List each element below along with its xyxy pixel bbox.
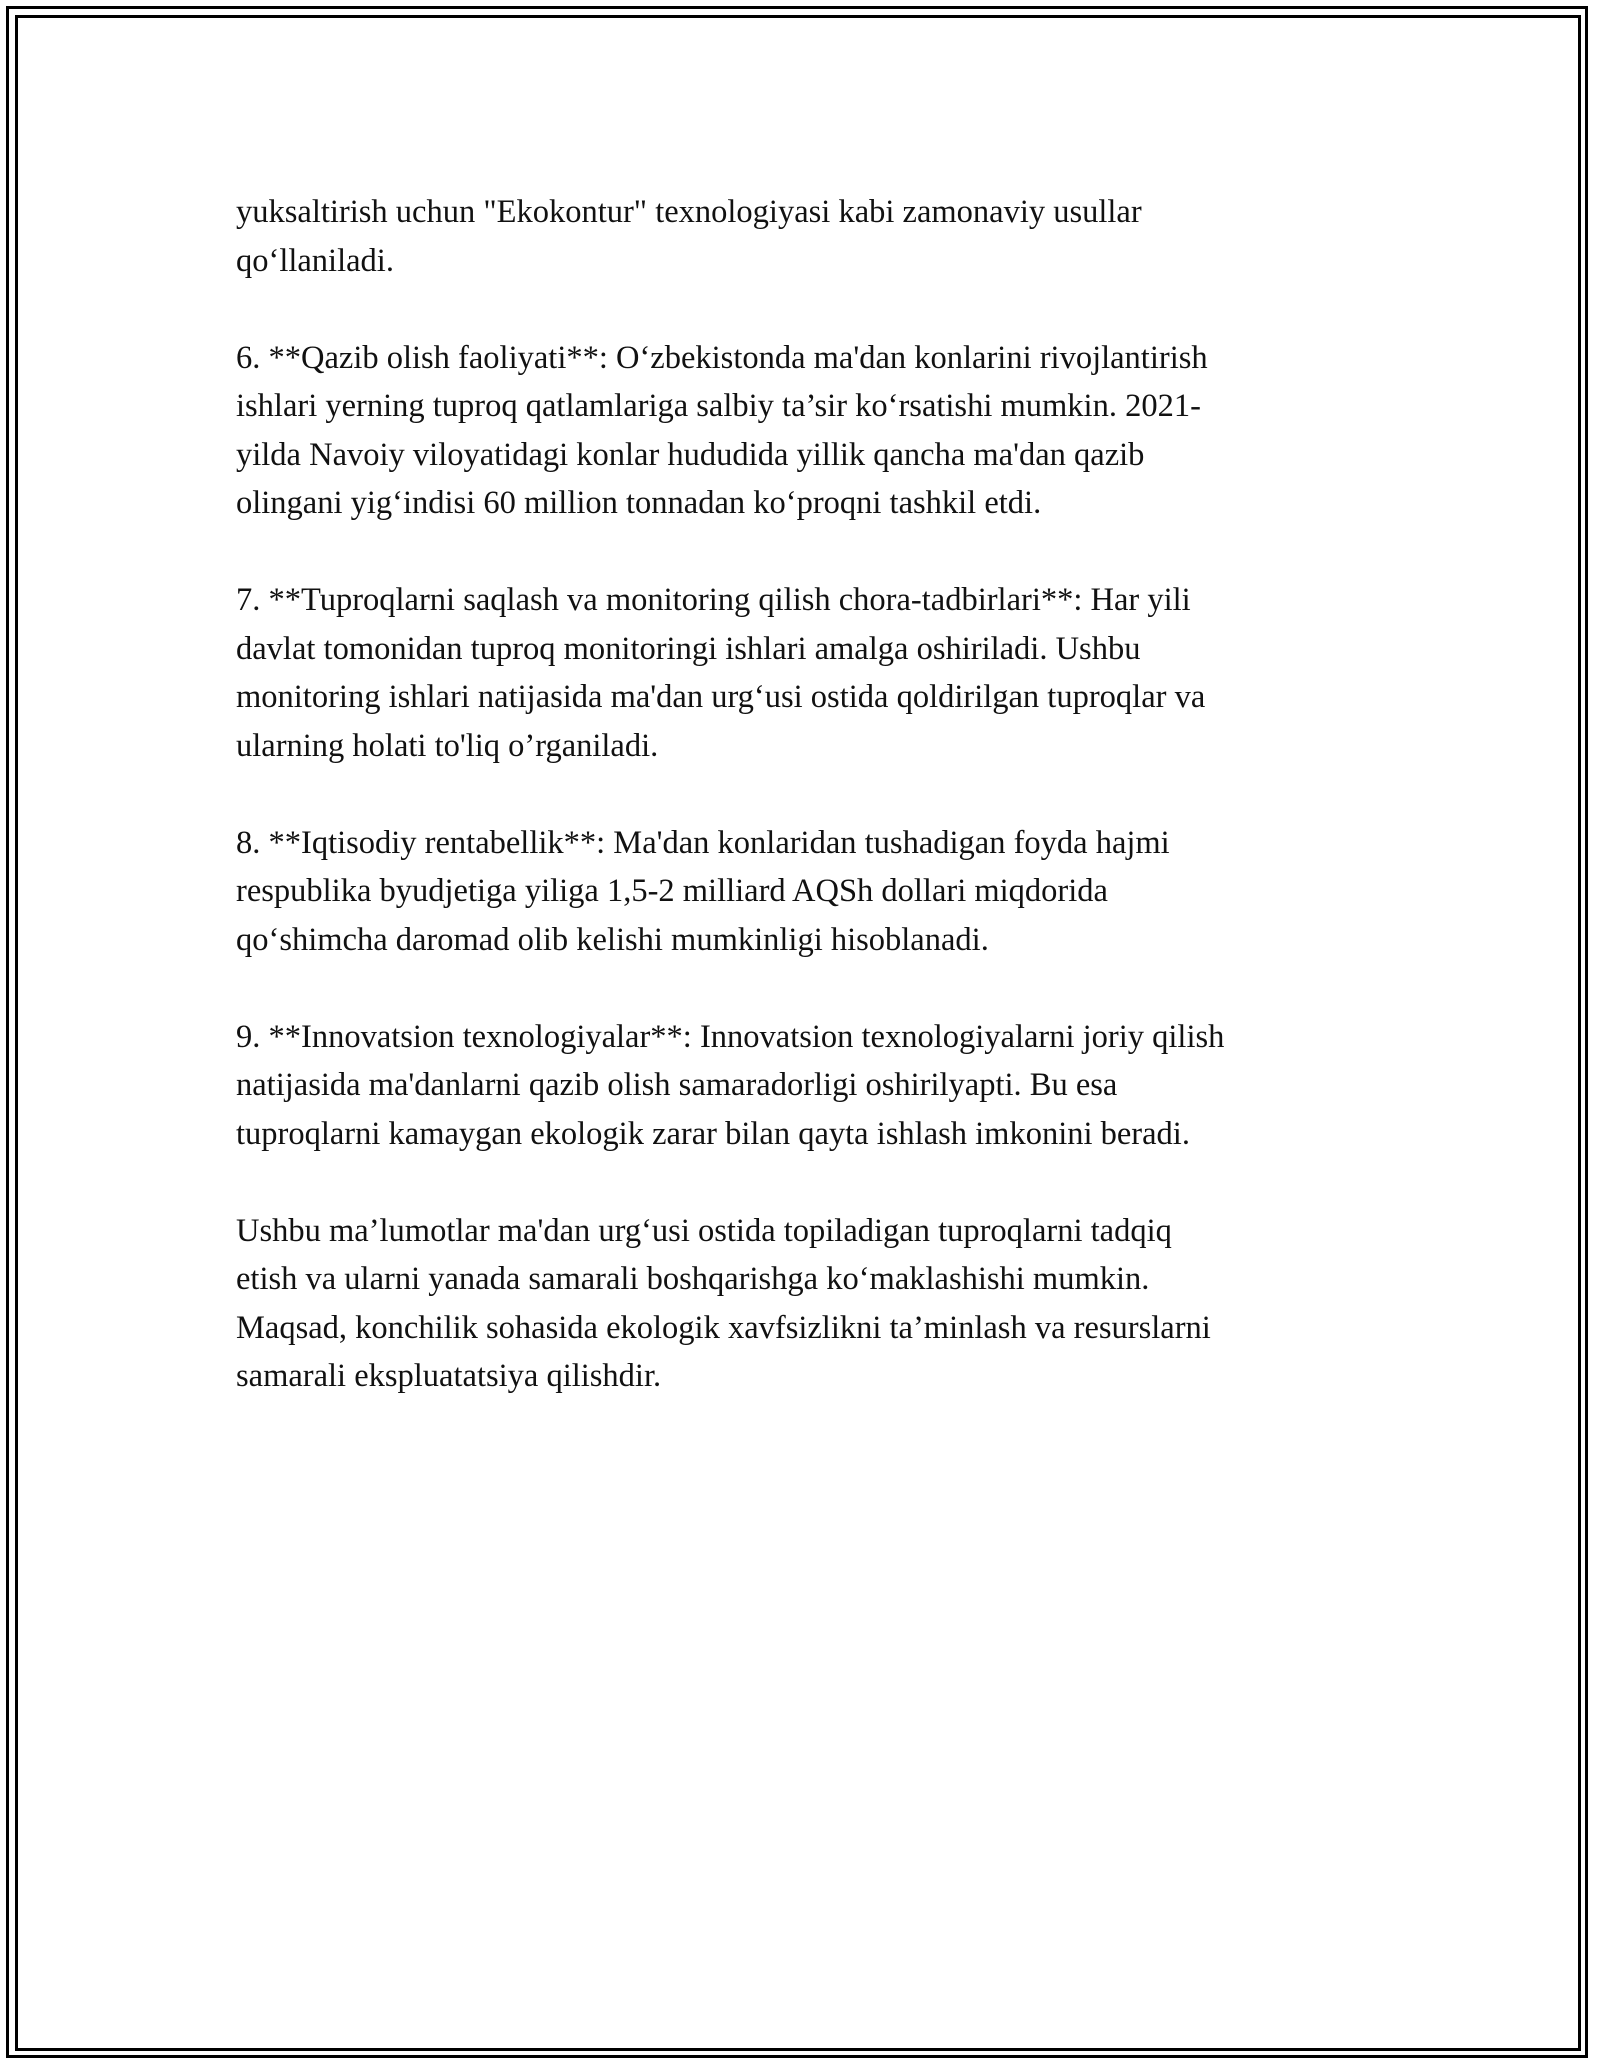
text-line: ularning holati to'liq o’rganiladi. bbox=[236, 727, 659, 764]
text-line: monitoring ishlari natijasida ma'dan urg‘usi ostida qoldirilgan tuproqlar va bbox=[236, 679, 1206, 715]
text-line: respublika byudjetiga yiliga 1,5-2 milliard AQSh dollari miqdorida bbox=[236, 873, 1108, 909]
text-line: natijasida ma'danlarni qazib olish samaradorligi oshirilyapti. Bu esa bbox=[236, 1067, 1118, 1103]
paragraph-item-6 bbox=[236, 334, 1366, 528]
text-line: etish va ularni yanada samarali boshqarishga ko‘maklashishi mumkin. bbox=[236, 1261, 1150, 1297]
text-line: olingani yig‘indisi 60 million tonnadan ko‘proqni tashkil etdi. bbox=[236, 485, 1042, 521]
text-line: tuproqlarni kamaygan ekologik zarar bilan qayta ishlash imkonini beradi. bbox=[236, 1115, 1190, 1152]
text-line: 9. **Innovatsion texnologiyalar**: Innovatsion texnologiyalarni joriy qilish bbox=[236, 1018, 1225, 1055]
text-line: qo‘llaniladi. bbox=[236, 242, 394, 279]
text-line: Ushbu ma’lumotlar ma'dan urg‘usi ostida topiladigan tuproqlarni tadqiq bbox=[236, 1212, 1172, 1249]
text-line: davlat tomonidan tuproq monitoringi ishlari amalga oshiriladi. Ushbu bbox=[236, 630, 1141, 667]
text-line: 8. **Iqtisodiy rentabellik**: Ma'dan konlaridan tushadigan foyda hajmi bbox=[236, 824, 1170, 861]
text-line: samarali ekspluatatsiya qilishdir. bbox=[236, 1358, 662, 1394]
text-line: Maqsad, konchilik sohasida ekologik xavfsizlikni ta’minlash va resurslarni bbox=[236, 1309, 1211, 1346]
paragraph-item-8 bbox=[236, 819, 1366, 965]
text-line: yilda Navoiy viloyatidagi konlar hududida yillik qancha ma'dan qazib bbox=[236, 436, 1145, 473]
text-line: 6. **Qazib olish faoliyati**: O‘zbekistonda ma'dan konlarini rivojlantirish bbox=[236, 339, 1208, 376]
text-line: yuksaltirish uchun "Ekokontur" texnologiyasi kabi zamonaviy usullar bbox=[236, 194, 1142, 230]
paragraph-intro-continuation bbox=[236, 188, 1366, 285]
text-line: qo‘shimcha daromad olib kelishi mumkinligi hisoblanadi. bbox=[236, 921, 989, 958]
paragraph-item-9 bbox=[236, 1013, 1366, 1159]
document-body bbox=[236, 188, 1366, 1449]
text-line: 7. **Tuproqlarni saqlash va monitoring qilish chora-tadbirlari**: Har yili bbox=[236, 582, 1191, 618]
paragraph-item-7 bbox=[236, 576, 1366, 770]
paragraph-conclusion bbox=[236, 1207, 1366, 1401]
text-line: ishlari yerning tuproq qatlamlariga salbiy ta’sir ko‘rsatishi mumkin. 2021- bbox=[236, 388, 1201, 424]
